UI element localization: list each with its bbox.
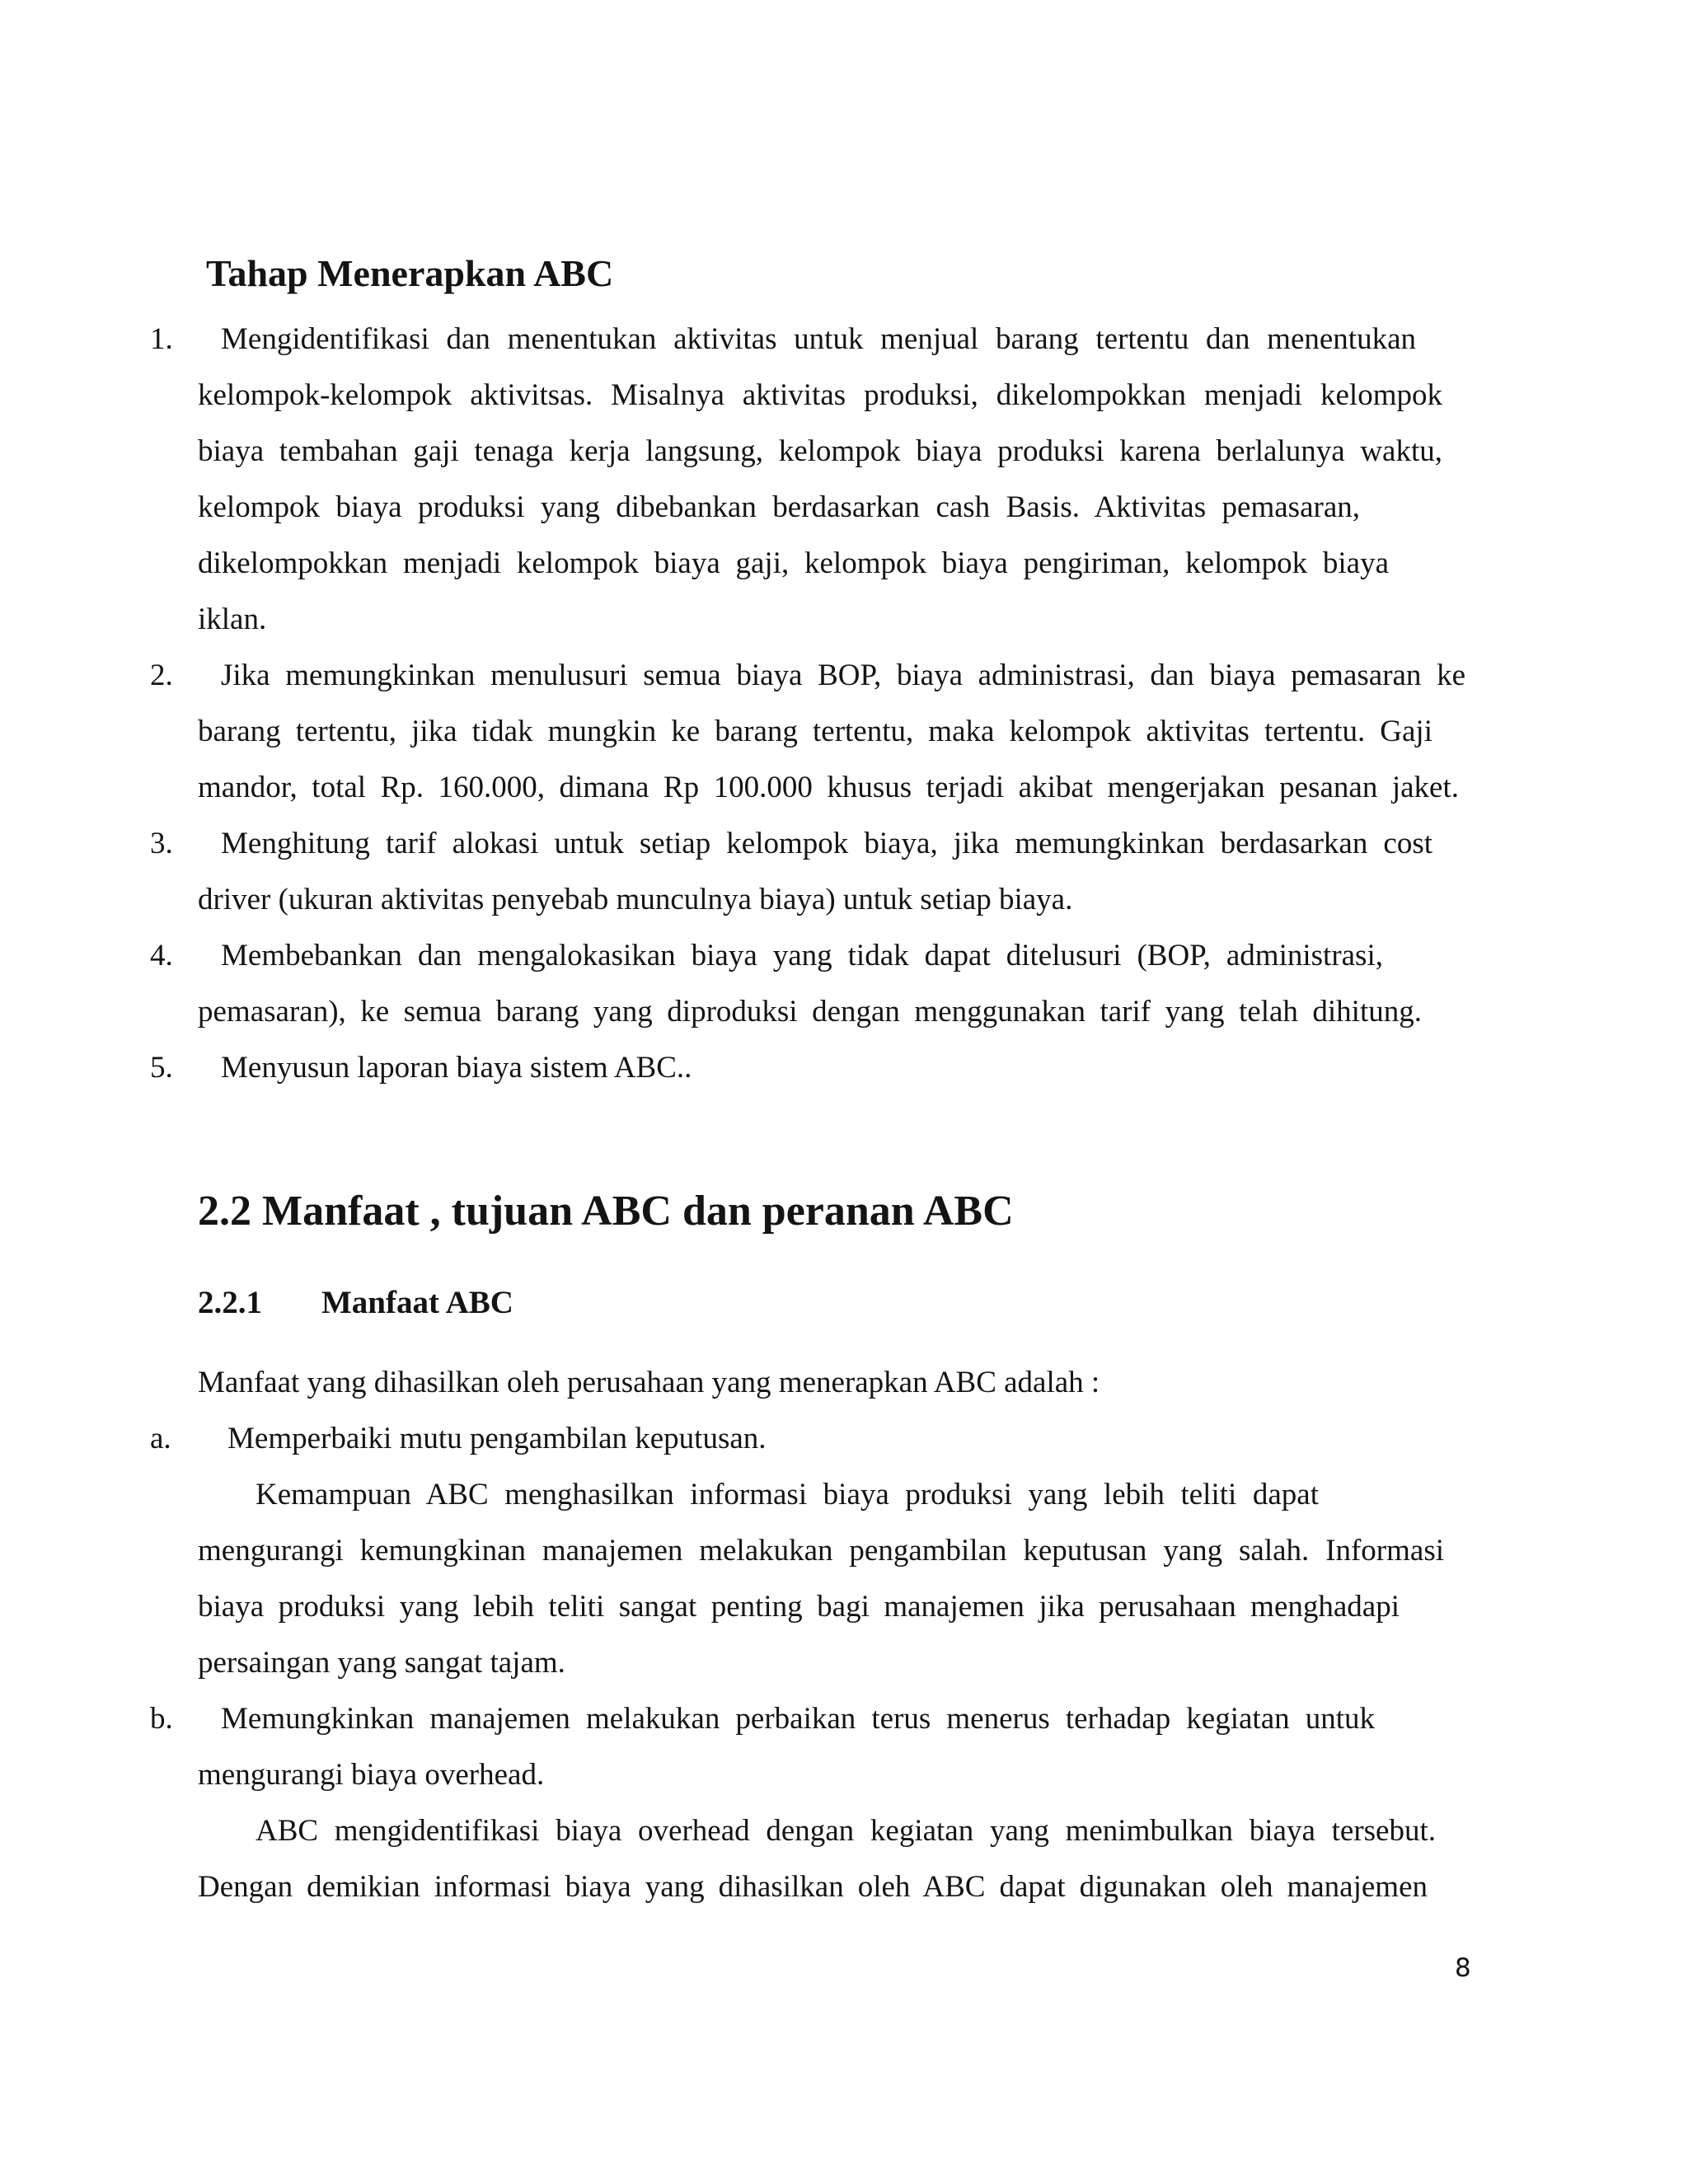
item-a-marker: a.: [150, 1422, 171, 1455]
step-2-marker: 2.: [150, 658, 173, 692]
item-b-marker: b.: [150, 1702, 173, 1736]
item-a-body-line-2: mengurangi kemungkinan manajemen melakukan pengambilan keputusan yang salah. Informasi: [198, 1534, 1444, 1568]
item-b-body-line-2: Dengan demikian informasi biaya yang dihasilkan oleh ABC dapat digunakan oleh manajemen: [198, 1870, 1428, 1904]
item-b-title-line-2: mengurangi biaya overhead.: [198, 1758, 545, 1792]
step-1-line-1: Mengidentifikasi dan menentukan aktivitas untuk menjual barang tertentu dan menentukan: [221, 322, 1416, 356]
step-2-line-2: barang tertentu, jika tidak mungkin ke barang tertentu, maka kelompok aktivitas tertentu. Gaji: [198, 715, 1432, 748]
step-1-line-2: kelompok-kelompok aktivitsas. Misalnya aktivitas produksi, dikelompokkan menjadi kelompok: [198, 378, 1442, 412]
manfaat-intro: Manfaat yang dihasilkan oleh perusahaan yang menerapkan ABC adalah :: [198, 1366, 1100, 1399]
item-a-body-line-1: Kemampuan ABC menghasilkan informasi biaya produksi yang lebih teliti dapat: [256, 1478, 1319, 1511]
subsection-number: 2.2.1: [198, 1285, 262, 1320]
step-2-line-3: mandor, total Rp. 160.000, dimana Rp 100.000 khusus terjadi akibat mengerjakan pesanan jaket.: [198, 771, 1459, 804]
step-1-marker: 1.: [150, 322, 173, 356]
section-2-2-title: 2.2 Manfaat , tujuan ABC dan peranan ABC: [198, 1188, 1014, 1235]
step-1-line-6: iklan.: [198, 602, 267, 636]
item-a-body-line-3: biaya produksi yang lebih teliti sangat penting bagi manajemen jika perusahaan menghadapi: [198, 1590, 1400, 1624]
item-a-title: Memperbaiki mutu pengambilan keputusan.: [227, 1422, 767, 1455]
step-3-line-1: Menghitung tarif alokasi untuk setiap kelompok biaya, jika memungkinkan berdasarkan cost: [221, 827, 1432, 860]
step-1-line-5: dikelompokkan menjadi kelompok biaya gaji, kelompok biaya pengiriman, kelompok biaya: [198, 546, 1389, 580]
step-4-line-1: Membebankan dan mengalokasikan biaya yang tidak dapat ditelusuri (BOP, administrasi,: [221, 939, 1383, 972]
step-1-line-4: kelompok biaya produksi yang dibebankan berdasarkan cash Basis. Aktivitas pemasaran,: [198, 490, 1360, 524]
step-5-marker: 5.: [150, 1051, 173, 1085]
step-3-marker: 3.: [150, 827, 173, 860]
step-2-line-1: Jika memungkinkan menulusuri semua biaya BOP, biaya administrasi, dan biaya pemasaran ke: [221, 658, 1465, 692]
item-b-title-line-1: Memungkinkan manajemen melakukan perbaikan terus menerus terhadap kegiatan untuk: [221, 1702, 1375, 1736]
step-1-line-3: biaya tembahan gaji tenaga kerja langsung, kelompok biaya produksi karena berlalunya waktu,: [198, 434, 1442, 468]
step-4-line-2: pemasaran), ke semua barang yang diproduksi dengan menggunakan tarif yang telah dihitung.: [198, 995, 1422, 1029]
subsection-title: Manfaat ABC: [321, 1285, 513, 1320]
section-heading: Tahap Menerapkan ABC: [206, 252, 614, 294]
step-4-marker: 4.: [150, 939, 173, 972]
item-b-body-line-1: ABC mengidentifikasi biaya overhead dengan kegiatan yang menimbulkan biaya tersebut.: [256, 1814, 1436, 1848]
step-5-line-1: Menyusun laporan biaya sistem ABC..: [221, 1051, 692, 1085]
page-number: 8: [1455, 1953, 1471, 1983]
item-a-body-line-4: persaingan yang sangat tajam.: [198, 1646, 565, 1680]
step-3-line-2: driver (ukuran aktivitas penyebab munculnya biaya) untuk setiap biaya.: [198, 883, 1073, 916]
